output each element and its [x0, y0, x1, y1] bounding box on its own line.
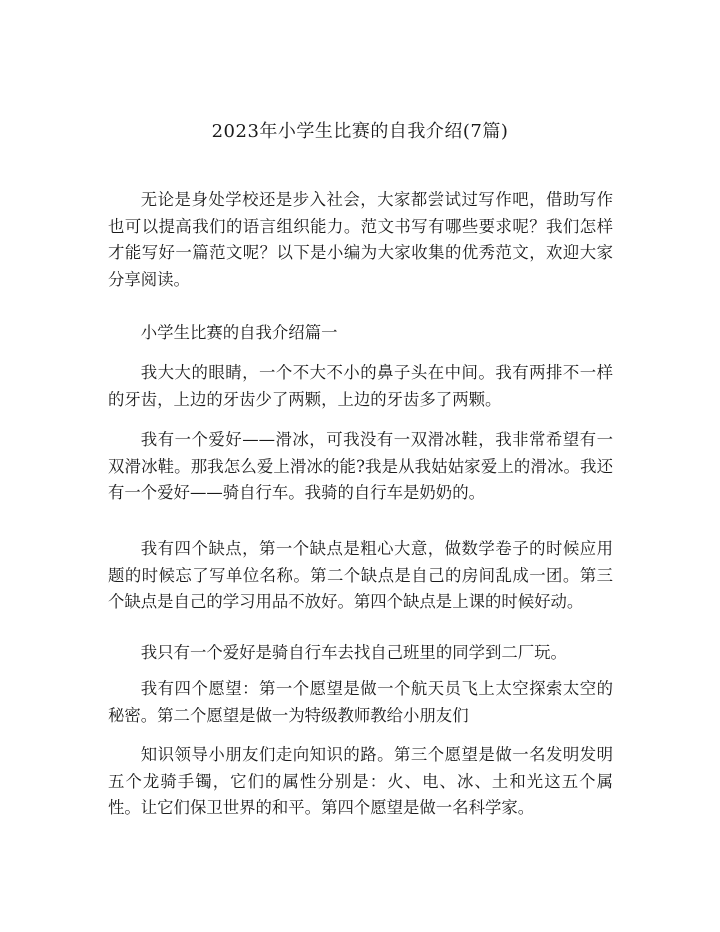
body-paragraph-hobbies: 我有一个爱好——滑冰，可我没有一双滑冰鞋，我非常希望有一双滑冰鞋。那我怎么爱上滑冰的能?我是从我姑姑家爱上的滑冰。我还有一个爱好——骑自行车。我骑的自行车是奶奶的。	[108, 430, 613, 503]
section-heading: 小学生比赛的自我介绍篇一	[140, 323, 338, 342]
body-paragraph-hobby: 我只有一个爱好是骑自行车去找自己班里的同学到二厂玩。	[140, 643, 567, 662]
intro-paragraph: 无论是身处学校还是步入社会，大家都尝试过写作吧，借助写作也可以提高我们的语言组织能力。范文书写有哪些要求呢？我们怎样才能写好一篇范文呢？以下是小编为大家收集的优秀范文，欢迎大家分享阅读。	[108, 190, 613, 289]
body-paragraph-appearance: 我大大的眼睛，一个不大不小的鼻子头在中间。我有两排不一样的牙齿，上边的牙齿少了两颗，上边的牙齿多了两颗。	[108, 363, 613, 409]
body-paragraph-shortcomings: 我有四个缺点，第一个缺点是粗心大意，做数学卷子的时候应用题的时候忘了写单位名称。第二个缺点是自己的房间乱成一团。第三个缺点是自己的学习用品不放好。第四个缺点是上课的时候好动。	[108, 539, 613, 612]
body-paragraph-wishes-continued: 知识领导小朋友们走向知识的路。第三个愿望是做一名发明发明五个龙骑手镯，它们的属性分别是：火、电、冰、土和光这五个属性。让它们保卫世界的和平。第四个愿望是做一名科学家。	[108, 745, 613, 818]
body-paragraph-wishes: 我有四个愿望：第一个愿望是做一个航天员飞上太空探索太空的秘密。第二个愿望是做一为特级教师教给小朋友们	[108, 679, 613, 725]
page-title: 2023年小学生比赛的自我介绍(7篇)	[211, 121, 509, 142]
